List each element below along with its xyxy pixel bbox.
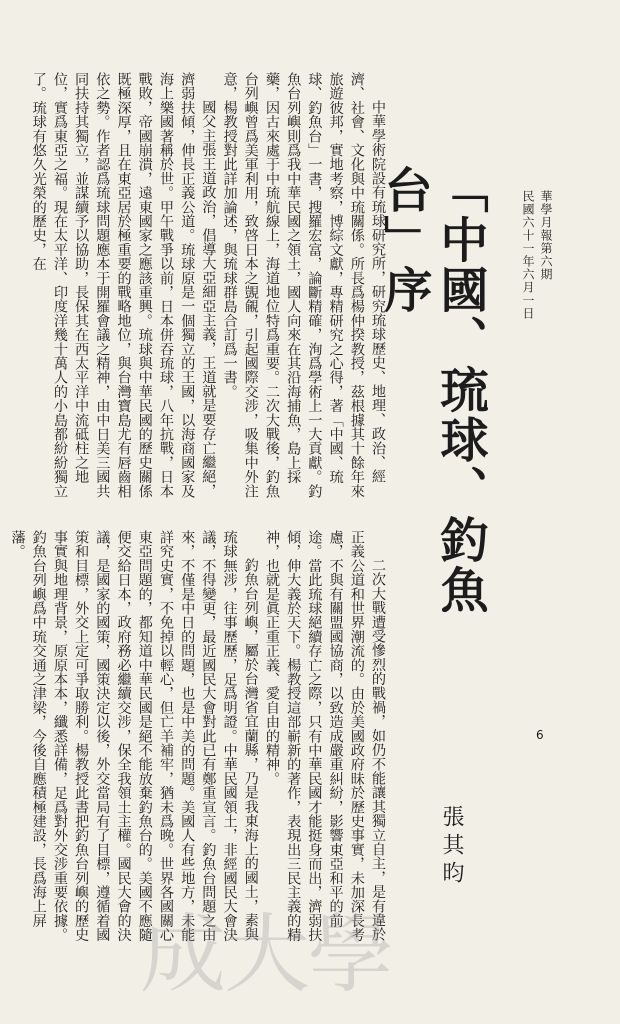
issue-date: 民國六十一年六月一日 bbox=[521, 190, 535, 320]
body-text-top bbox=[30, 72, 388, 512]
paragraph: 二次大戰遭受慘烈的戰禍，如仍不能讓其獨立自主，是有違於正義公道和世界潮流的。由於美國政府昧於歷史事實，未加深長考慮，不與有關盟國協商，以致造成嚴重糾紛，影響東亞和平的前途。當此琉球絕續存亡之際，只有中華民國才能挺身而出，濟弱扶傾，伸大義於天下。楊教授這部嶄新的著作，表現出三民主義的精神，也就是眞正重正義、愛自由的精神。 bbox=[263, 530, 386, 942]
author-name: 張其昀 bbox=[439, 805, 464, 889]
journal-header bbox=[521, 190, 555, 440]
journal-name: 華學月報第六期 bbox=[539, 190, 553, 281]
university-watermark: 成大學 bbox=[140, 905, 392, 1005]
body-text-bottom bbox=[9, 530, 388, 950]
paragraph: 國父主張王道政治，倡導大亞細亞主義，王道就是要存亡繼絕，濟弱扶傾，伸長正義公道。琉球原是一個獨立的王國，以海商國家及海上樂國著稱於世。甲午戰爭以前，日本併吞琉球，八年抗戰，日本戰敗，帝國崩潰，遠東國家之應該重興。琉球與中華民國的歷史關係既極深厚，且在東亞居於極重要的戰略地位，與台灣寶島尤有唇齒相依之勢。作者認爲琉球問題應本于開羅會議之精神，由中日美三國共同扶持其獨立，並謀續予以協助，長保其在西太平洋中流砥柱之地位，實爲東亞之福。現在太平洋、印度洋幾十萬人的小島都紛紛獨立了。琉球有悠久光榮的歷史，在 bbox=[30, 72, 217, 498]
article-title: 「中國、琉球、釣魚台」序 bbox=[376, 165, 488, 615]
paragraph: 釣魚台列嶼，屬於台灣省宜蘭縣，乃是我東海上的國土，素與琉球無涉，往事歷歷，足爲明證。中華民國領土，非經國民大會決議，不得變更，最近國民大會對此已有鄭重宣言。釣魚台問題之由來，不僅是中日的問題，也是中美的問題。美國人有些地方，未能詳究史實，不免掉以輕心，但亡羊補牢，猶未爲晚。世界各國關心東亞問題的，都知道中華民國是絕不能放棄釣魚台的。美國不應隨便交給日本，政府務必繼續交涉，保全我領土主權。國民大會的決議，是國家的國策，國策決定以後，外交當局有了目標，遵循着國策和目標，外交上定可爭取勝利。楊教授此書把釣魚台列嶼的歷史事實與地理背景，原原本本，纖悉詳備，足爲對外交涉重要依據。釣魚台列嶼爲中琉交通之津梁，今後自應積極建設，長爲海上屏藩。 bbox=[9, 530, 259, 942]
page-number: 6 bbox=[536, 728, 544, 742]
paragraph: 中華學術院設有琉球研究所，研究琉球歷史、地理、政治、經濟、社會、文化與中琉關係。所長爲楊仲揆教授，茲根據其十餘年來旅遊彼邦，實地考察，博綜文獻，專精研究之心得，著「中國、琉球、釣魚台」一書，搜羅宏富，論斷精確，洵爲學術上一大貢獻。釣魚台列嶼則爲我中華民國之領土，國人向來在其沿海捕魚，島上採藥，因古來處于中琉航線上，海道地位特爲重要。二次大戰後，釣魚台列嶼曾爲美軍利用，致啓日本之覬覦，引起國際交涉，吸集中外注意，楊教授對此詳加論述，與琉球群島合訂爲一書。 bbox=[221, 72, 386, 498]
